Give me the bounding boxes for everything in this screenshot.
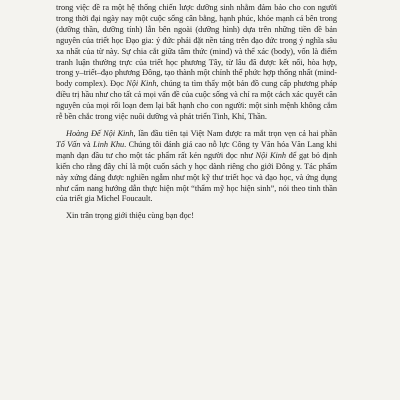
book-title: Hoàng Đế Nội Kinh [66, 128, 134, 138]
book-part-title: Linh Khu [92, 139, 125, 149]
text-span: , chúng ta tìm thấy một bản đồ cung cấp phương pháp điều trị hầu như cho tất cả mọi vấn đề của cuộc sống và chỉ ra một cách xác quyết căn nguyên của mọi rối loạn đem lại bất hạnh cho con người: một sinh mệnh không cắm rễ bền chắc trong việc nuôi dưỡng và phát triển Tinh, Khí, Thần. [56, 79, 337, 122]
text-span: trong việc đề ra một hệ thống chiến lược dưỡng sinh nhằm đảm bảo cho con người trong thời đại ngày nay một cuộc sống cân bằng, hạnh phúc, khỏe mạnh cả bên trong (dưỡng thần, dưỡng tính) lẫn bên ngoài (dưỡng hình) dựa trên những tiền đề bản nguyên của triết học Đạo gia: ý đức phải đặt nền tảng trên đạo đức trong ý nghĩa sâu xa nhất của từ này. Sự chia cắt giữa tâm thức (mind) và thể xác (body), vốn là điểm tranh luận thường trực của triết học phương Tây, từ lâu đã được kết nối, hòa hợp, trong y–triết–đạo phương Đông, tạo thành một chỉnh thể phức hợp thống nhất (mind-body complex). Đọc [56, 3, 337, 89]
text-span: . Chúng tôi đánh giá cao nỗ lực Công ty Văn hóa Văn Lang khi mạnh dạn đầu tư cho một tác phẩm rất kén người đọc như [56, 139, 337, 160]
text-span: để gạt bỏ định kiến cho rằng đây chỉ là một cuốn sách y học dành riêng cho giới Đông y. Tác phẩm này xứng đáng được nghiền ngẫm như một kỹ thư triết học và đạo học, và ứng dụng như cẩm nang hướng dẫn thực hiện một “thẩm mỹ học hiện sinh”, nói theo tinh thần của triết gia Michel Foucault. [56, 150, 338, 204]
book-title: Nội Kinh [255, 150, 286, 160]
book-part-title: Tố Vấn [56, 139, 81, 149]
body-paragraph [56, 129, 337, 205]
book-title: Nội Kinh [126, 79, 157, 89]
text-span: và [80, 139, 93, 149]
text-span: , lần đầu tiên tại Việt Nam được ra mắt trọn vẹn cả hai phần [133, 128, 337, 138]
body-paragraph [56, 3, 337, 123]
closing-line: Xin trân trọng giới thiệu cùng bạn đọc! [66, 211, 195, 221]
